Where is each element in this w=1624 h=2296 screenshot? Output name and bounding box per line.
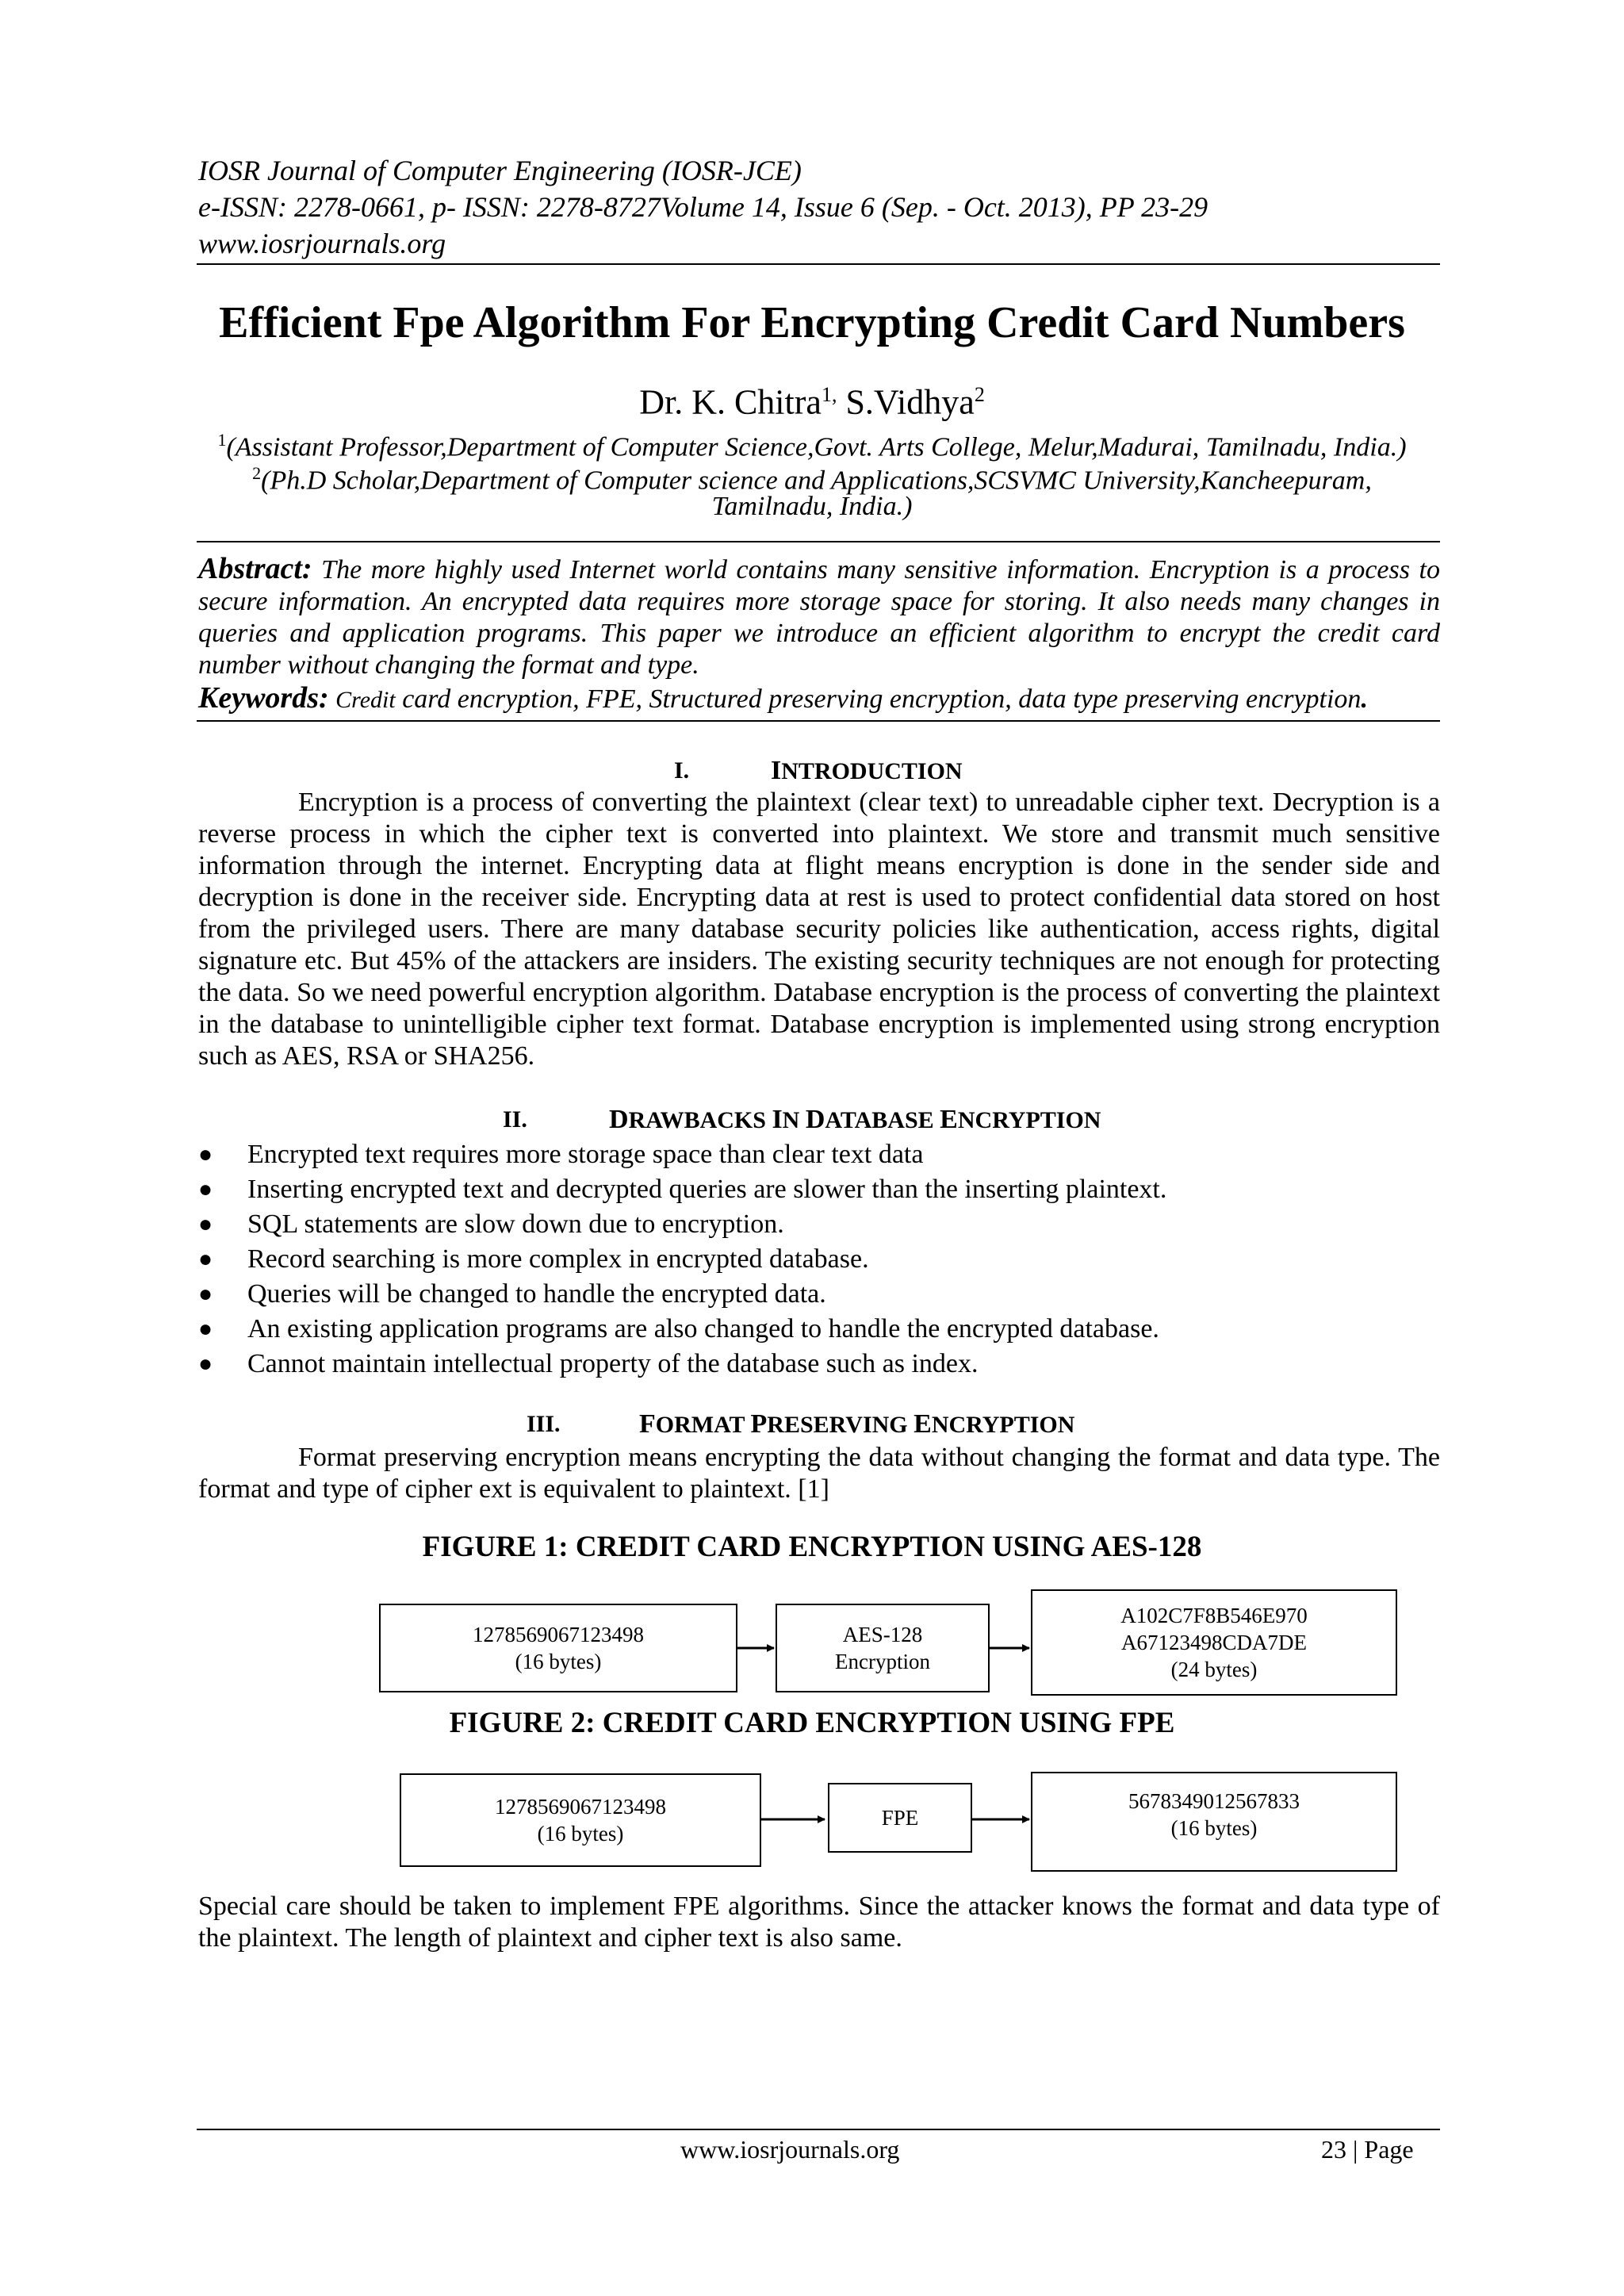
list-item-text: Queries will be changed to handle the encrypted data. xyxy=(247,1279,826,1309)
list-item-text: Encrypted text requires more storage space than clear text data xyxy=(247,1140,924,1169)
s3-cap3: E xyxy=(914,1409,932,1439)
keywords-label: Keywords: xyxy=(198,681,329,715)
s2-rest2: N xyxy=(782,1107,806,1133)
bullet-icon: ● xyxy=(198,1141,213,1167)
s2-cap3: D xyxy=(805,1105,825,1134)
author-2-sup: 2 xyxy=(974,383,985,406)
s3-rest3: NCRYPTION xyxy=(931,1412,1075,1438)
affiliation-1-text: (Assistant Professor,Department of Computer Science,Govt. Arts College, Melur,Madurai, Tamilnadu, India.) xyxy=(226,432,1407,462)
s2-rest4: NCRYPTION xyxy=(957,1107,1101,1133)
bullet-icon: ● xyxy=(198,1211,213,1237)
figure-1-output-size: (24 bytes) xyxy=(1170,1658,1258,1681)
journal-issn: e-ISSN: 2278-0661, p- ISSN: 2278-8727Volume 14, Issue 6 (Sep. - Oct. 2013), PP 23-29 xyxy=(198,191,1208,223)
affiliation-2-text: (Ph.D Scholar,Department of Computer science and Applications,SCSVMC University,Kancheepuram, xyxy=(261,466,1372,496)
figure-2-input-size: (16 bytes) xyxy=(537,1822,624,1846)
s3-cap1: F xyxy=(639,1409,656,1439)
bullet-icon: ● xyxy=(198,1246,213,1272)
bullet-icon: ● xyxy=(198,1176,213,1202)
abstract-label: Abstract: xyxy=(198,552,312,585)
list-item-text: Record searching is more complex in encrypted database. xyxy=(247,1244,869,1274)
s2-rest3: ATABASE xyxy=(825,1107,940,1133)
section-3-number: III. xyxy=(527,1411,561,1437)
figure-1-output-line1: A102C7F8B546E970 xyxy=(1120,1604,1308,1627)
figure-2-input-box xyxy=(400,1773,761,1867)
bullet-icon: ● xyxy=(198,1351,213,1377)
section-1-number: I. xyxy=(674,757,690,784)
affiliation-2-sup: 2 xyxy=(252,463,262,483)
section-3-text: Format preserving encryption means encrypting the data without changing the format and data type. The format and type of cipher ext is equivalent to plaintext. [1] xyxy=(198,1443,1440,1504)
author-1: Dr. K. Chitra xyxy=(639,382,822,422)
section-2-number: II. xyxy=(503,1106,527,1133)
figure-2-output-size: (16 bytes) xyxy=(1170,1816,1258,1840)
bullet-icon: ● xyxy=(198,1281,213,1307)
bullet-icon: ● xyxy=(198,1316,213,1342)
figure-1-title: FIGURE 1: CREDIT CARD ENCRYPTION USING AES-128 xyxy=(422,1531,1202,1563)
journal-name: IOSR Journal of Computer Engineering (IOSR-JCE) xyxy=(198,155,802,186)
footer-website: www.iosrjournals.org xyxy=(680,2135,900,2164)
s3-rest1: ORMAT xyxy=(655,1412,751,1438)
paper-title: Efficient Fpe Algorithm For Encrypting Credit Card Numbers xyxy=(219,298,1405,347)
figure-1-process-line1: AES-128 xyxy=(842,1623,923,1646)
s2-cap1: D xyxy=(609,1105,629,1134)
figure-2-process-line1: FPE xyxy=(881,1806,919,1830)
figure-2-title: FIGURE 2: CREDIT CARD ENCRYPTION USING FPE xyxy=(449,1707,1175,1739)
section-1-text: Encryption is a process of converting the plaintext (clear text) to unreadable cipher text. Decryption is a reverse process in which the cipher text is converted into plaintext. We store and transmit much sensitive information through the internet. Encrypting data at flight means encryption is done in the sender side and decryption is done in the receiver side. Encrypting data at rest is used to protect confidential data stored on host from the privileged users. There are many database security policies like authentication, access rights, digital signature etc. But 45% of the attackers are insiders. The existing security techniques are not enough for protecting the data. So we need powerful encryption algorithm. Database encryption is the process of converting the plaintext in the database to unintelligible cipher text format. Database encryption is implemented using strong encryption such as AES, RSA or SHA256. xyxy=(198,788,1440,1071)
author-1-sup: 1, xyxy=(821,383,837,406)
s3-cap2: P xyxy=(750,1409,768,1439)
section-1-title-cap: I xyxy=(771,756,782,785)
journal-website: www.iosrjournals.org xyxy=(198,228,446,259)
figure-1-output-line2: A67123498CDA7DE xyxy=(1121,1631,1307,1654)
section-1-title-rest: NTRODUCTION xyxy=(781,758,963,784)
footer-page-number: 23 | Page xyxy=(1321,2135,1414,2164)
s3-rest2: RESERVING xyxy=(767,1412,914,1438)
figure-1-input-value: 1278569067123498 xyxy=(473,1623,644,1646)
list-item-text: An existing application programs are also changed to handle the encrypted database. xyxy=(247,1314,1159,1343)
closing-paragraph: Special care should be taken to implement FPE algorithms. Since the attacker knows the format and data type of the plaintext. The length of plaintext and cipher text is also same. xyxy=(198,1892,1440,1953)
figure-2-output-box xyxy=(1031,1772,1397,1872)
figure-1-process-line2: Encryption xyxy=(835,1650,930,1673)
figure-1-input-size: (16 bytes) xyxy=(515,1650,602,1673)
s2-rest1: RAWBACKS xyxy=(628,1107,772,1133)
figure-2-output-value: 5678349012567833 xyxy=(1128,1789,1300,1813)
list-item-text: Cannot maintain intellectual property of the database such as index. xyxy=(247,1349,979,1378)
keywords-first: Credit xyxy=(335,687,396,713)
keywords-text: card encryption, FPE, Structured preserving encryption, data type preserving encryption xyxy=(395,684,1362,714)
author-2: S.Vidhya xyxy=(845,382,975,422)
affiliation-1-sup: 1 xyxy=(217,430,227,450)
list-item-text: Inserting encrypted text and decrypted queries are slower than the inserting plaintext. xyxy=(247,1175,1167,1204)
keywords-end: . xyxy=(1361,684,1368,714)
abstract-text: The more highly used Internet world contains many sensitive information. Encryption is a process to secure information. An encrypted data requires more storage space for storing. It also needs many changes in queries and application programs. This paper we introduce an efficient algorithm to encrypt the credit card number without changing the format and type. xyxy=(198,555,1440,680)
s2-cap4: E xyxy=(940,1105,958,1134)
figure-2-process-box xyxy=(828,1783,972,1853)
figure-2-input-value: 1278569067123498 xyxy=(495,1795,666,1819)
affiliation-2-line2: Tamilnadu, India.) xyxy=(711,492,913,521)
s2-cap2: I xyxy=(772,1105,783,1134)
list-item-text: SQL statements are slow down due to encryption. xyxy=(247,1209,784,1239)
footer-rule xyxy=(197,2129,1440,2130)
